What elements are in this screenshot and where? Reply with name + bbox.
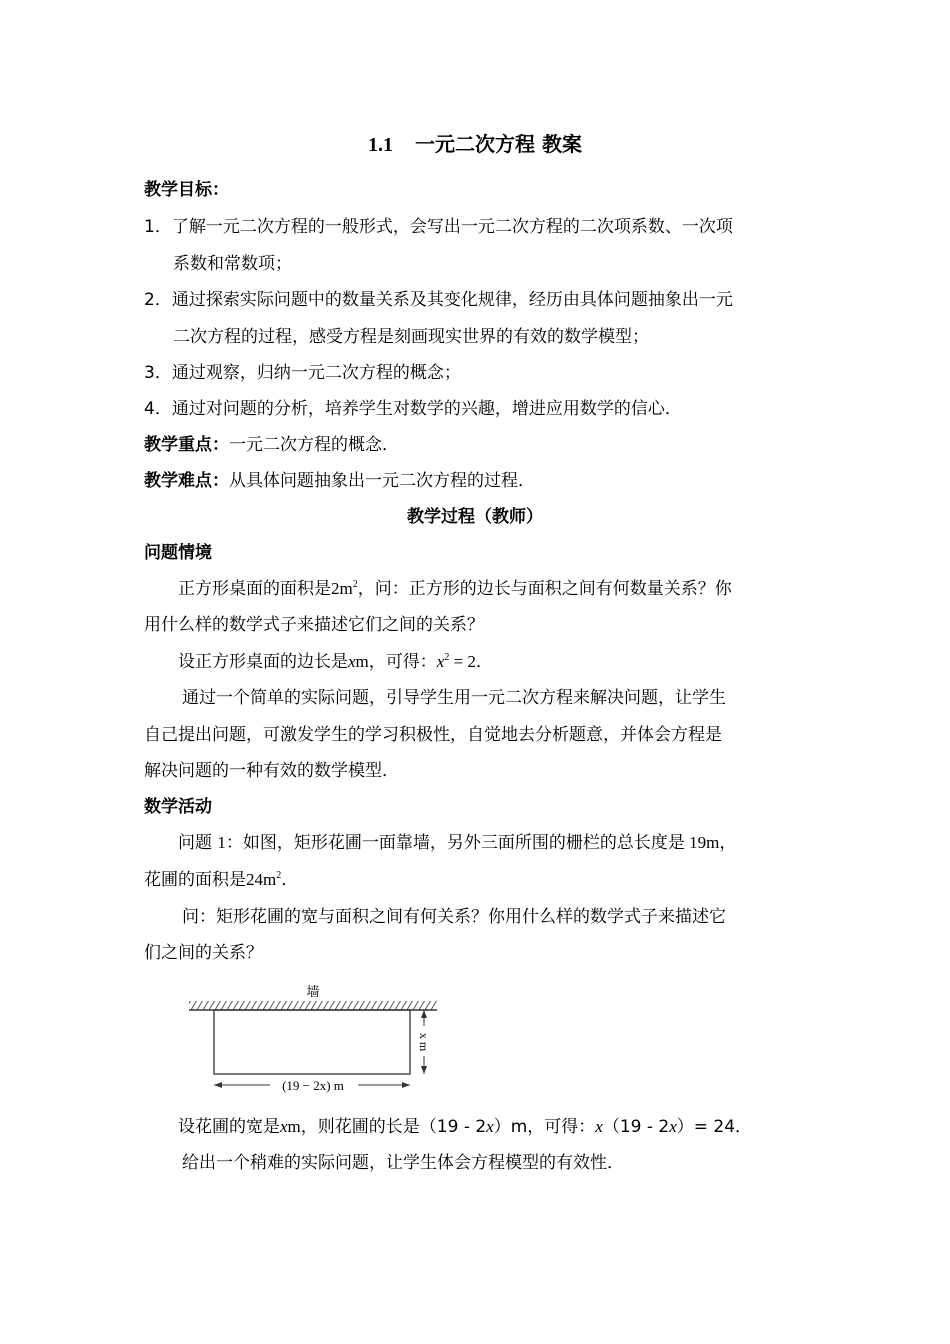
objective-4: 4．通过对问题的分析，培养学生对数学的兴趣，增进应用数学的信心． <box>144 399 682 419</box>
height-arrow-bottom <box>421 1066 427 1074</box>
question-1-cont: 花圃的面积是$24m^2$． <box>144 870 299 890</box>
title-text: 一元二次方程 教案 <box>415 132 582 156</box>
title-number: 1.1 <box>368 134 394 156</box>
page-title <box>0 128 950 157</box>
wall-hatching <box>189 1001 437 1010</box>
width-label: (19 − 2x) m <box>282 1078 344 1093</box>
situation-p3-line2: 自己提出问题，可激发学生的学习积极性，自觉地去分析题意，并体会方程是 <box>144 725 722 745</box>
process-heading: 教学过程（教师） <box>407 507 543 527</box>
difficulty: 教学难点：从具体问题抽象出一元二次方程的过程． <box>144 471 535 491</box>
width-arrow-right <box>402 1082 410 1088</box>
height-arrow-top <box>421 1010 427 1018</box>
objective-1: 1．了解一元二次方程的一般形式，会写出一元二次方程的二次项系数、一次项 <box>144 217 733 237</box>
wall-label: 墙 <box>306 985 320 1000</box>
question-1: 问题 1：如图，矩形花圃一面靠墙，另外三面所围的栅栏的总长度是 19m， <box>178 833 737 853</box>
situation-p3-line3: 解决问题的一种有效的数学模型． <box>144 761 399 781</box>
objective-1-cont: 系数和常数项； <box>173 254 292 274</box>
situation-p1: 正方形桌面的面积是$2m^2$，问：正方形的边长与面积之间有何数量关系？你 <box>178 579 732 599</box>
objective-3: 3．通过观察，归纳一元二次方程的概念； <box>144 363 461 383</box>
situation-p3-line1: 通过一个简单的实际问题，引导学生用一元二次方程来解决问题，让学生 <box>182 688 726 708</box>
objective-2-cont: 二次方程的过程，感受方程是刻画现实世界的有效的数学模型； <box>173 327 649 347</box>
garden-figure <box>185 980 445 1098</box>
height-label: x m <box>417 1032 431 1052</box>
garden-rectangle <box>214 1010 410 1074</box>
situation-heading: 问题情境 <box>144 543 212 563</box>
answer-line: 设花圃的宽是xm，则花圃的长是（19 - 2x）m，可得：x（19 - 2x）= 24． <box>178 1117 753 1137</box>
activity-heading: 数学活动 <box>144 797 212 817</box>
objective-2: 2．通过探索实际问题中的数量关系及其变化规律，经历由具体问题抽象出一元 <box>144 290 733 310</box>
objectives-heading: 教学目标： <box>144 180 229 200</box>
question-2: 问：矩形花圃的宽与面积之间有何关系？你用什么样的数学式子来描述它 <box>182 907 726 927</box>
width-arrow-left <box>214 1082 222 1088</box>
key-point: 教学重点：一元二次方程的概念． <box>144 435 399 455</box>
question-2-cont: 们之间的关系？ <box>144 943 263 963</box>
situation-p1-cont: 用什么样的数学式子来描述它们之间的关系？ <box>144 615 484 635</box>
summary-line: 给出一个稍难的实际问题，让学生体会方程模型的有效性． <box>182 1153 624 1173</box>
situation-p2: 设正方形桌面的边长是xm，可得：$x^2 = 2$． <box>178 652 493 672</box>
